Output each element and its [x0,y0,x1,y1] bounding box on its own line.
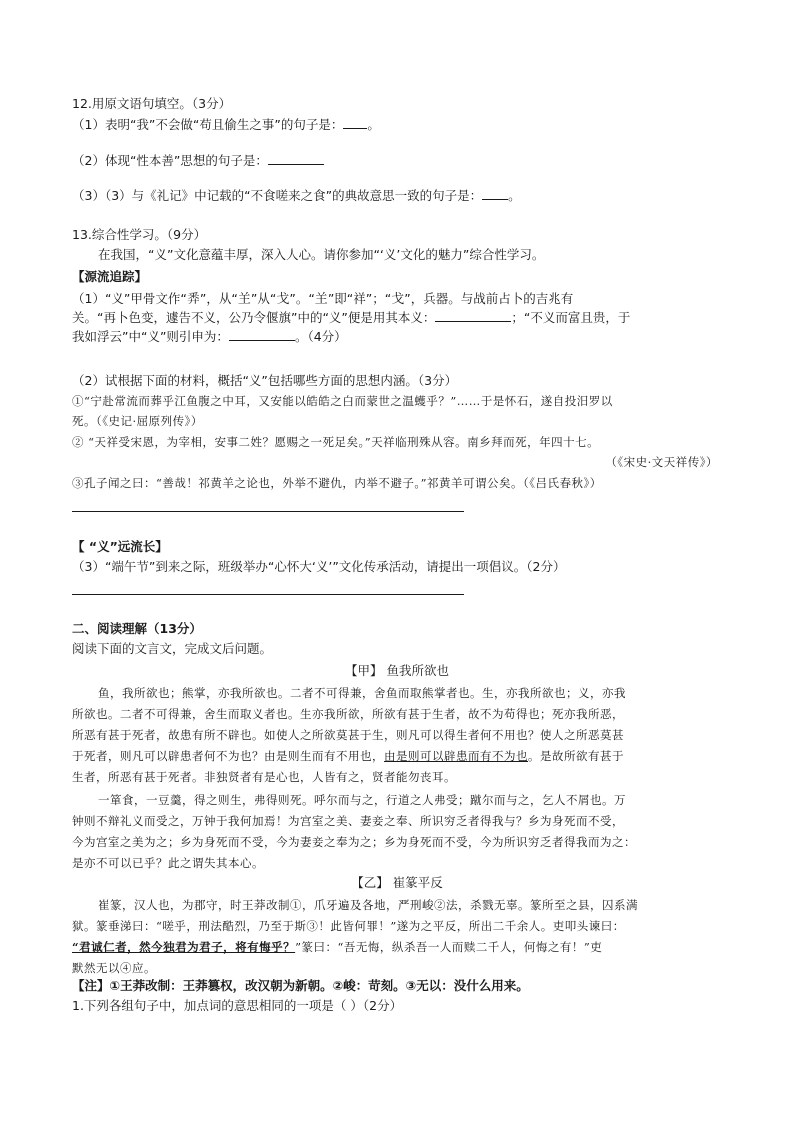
passage-yi-line: 默然无以④应。 [72,961,156,975]
q13-p1-text-c: ”从“ [250,291,277,306]
answer-blank[interactable] [435,309,511,322]
passage-yi-line: 崔篆，汉人也，为郡守，时王莽改制①，爪牙遍及各地，严刑峻②法，杀戮无辜。篆所至之县，囚系满 [98,898,638,912]
answer-blank[interactable] [229,328,295,341]
oracle-glyph-yang: 𦍌 [237,292,251,307]
passage-jia-text: 。是故所欲有甚于 [528,749,624,763]
passage-jia-line: 所欲也。二者不可得兼，舍生而取义者也。生亦我所欲，所欲有甚于生者，故不为苟得也；死亦我所恶， [72,707,624,721]
annotation-note [72,977,529,995]
q13-p2-text-b: ；“不义而富且贵，于 [511,310,631,325]
underlined-sentence: 由是则可以辟患而有不为也 [384,749,528,763]
q12-line3-end: 。 [508,188,521,203]
q12-line1-text: （1）表明“我”不会做“苟且偷生之事”的句子是： [72,117,344,132]
q13-p1-text-d: ”。“ [289,291,315,306]
q12-title: 12.用原文语句填空。（3分） [72,96,232,111]
q12-line2-text: （2）体现“性本善”思想的句子是： [72,153,268,168]
section-heritage: 【 “义”远流长】 [72,539,168,554]
q13-p1-text-f: ”，兵器。与战前占卜的吉兆有 [404,291,574,306]
passage-yi-title: 【乙】 崔篆平反 [351,875,443,890]
passage-jia-line: 一箪食，一豆羹，得之则生，弗得则死。呼尔而与之，行道之人弗受；蹴尔而与之，乞人不屑也。万 [98,793,626,807]
answer-line[interactable] [72,511,464,512]
q12-line1-end: 。 [367,117,380,132]
oracle-glyph-ge: 戈 [391,292,405,307]
q13-p1-text-b: ”，从“ [199,291,238,306]
q13-part1-line2 [72,309,630,327]
passage-jia-line: 钟则不辩礼义而受之，万钟于我何加焉！为宫室之美、妻妾之奉、所识穷乏者得我与？乡为身死而不受， [72,814,624,828]
passage-jia-text: 于死者，则凡可以辟患者何不为也？由是则生而有不用也， [72,749,384,763]
passage-yi-line [72,938,602,956]
material-2-source: （《宋史·文天祥传》） [605,455,718,469]
passage-jia-line [72,747,624,765]
passage-jia-line: 生者，所恶有甚于死者。非独贤者有是心也，人皆有之，贤者能勿丧耳。 [72,770,456,784]
part2-intro: 阅读下面的文言文，完成文后问题。 [72,641,273,656]
q13-p3-text-b: 。（4分） [294,329,347,344]
section-source-tracing: 【源流追踪】 [72,269,148,284]
material-2-line1: ② “天祥受宋恩，为宰相，安事二姓？愿赐之一死足矣。”天祥临刑殊从容。南乡拜而死，年四十七。 [72,435,600,449]
oracle-glyph-yang: 𦍌 [314,292,328,307]
material-3: ③孔子闻之曰：“善哉！祁黄羊之论也，外举不避仇，内举不避子。”祁黄羊可谓公矣。（《吕氏春秋》） [72,476,602,490]
q13-title: 13.综合性学习。（9分） [72,227,207,242]
q13-part2: （2）试根据下面的材料，概括“义”包括哪些方面的思想内涵。（3分） [72,373,458,388]
q13-part1-line3 [72,328,347,346]
passage-jia-line: 今为宫室之美为之；乡为身死而不受，今为妻妾之奉为之；乡为身死而不受，今为所识穷乏者得我而为之： [72,835,636,849]
q13-p1-text-e: ”即“祥”；“ [327,291,392,306]
material-1-line1: ①“宁赴常流而葬乎江鱼腹之中耳，又安能以皓皓之白而蒙世之温蠖乎？”……于是怀石，遂自投汨罗以 [72,394,613,408]
q12-line2 [72,152,324,170]
note-text: 【注】①王莽改制：王莽篡权，改汉朝为新朝。②峻：苛刻。③无以：没什么用来。 [72,978,529,993]
passage-jia-line: 是亦不可以已乎？此之谓失其本心。 [72,856,264,870]
part2-title: 二、阅读理解（13分） [72,621,202,636]
q12-line3-text: （3）（3）与《礼记》中记载的“不食嗟来之食”的典故意思一致的句子是： [72,188,483,203]
answer-blank[interactable] [268,152,324,165]
part2-question1: 1.下列各组句子中，加点词的意思相同的一项是（ ）（2分） [72,998,403,1013]
q13-p1-text-a: （1）“义”甲骨文作“ [72,291,187,306]
q12-line3 [72,187,521,205]
passage-yi-text: ”篆曰：“吾无悔，纵杀吾一人而赎二千人，何悔之有！”吏 [295,940,603,954]
oracle-glyph-ge: 戈 [276,292,290,307]
q13-part1-line1 [72,290,573,309]
material-1-line2: 死。（《史记·屈原列传》） [72,414,203,428]
underlined-sentence: “君诚仁者，然今独君为君子，将有悔乎？ [72,940,296,954]
q12-line1 [72,116,380,134]
answer-blank[interactable] [482,187,508,200]
q13-p2-text-a: 关。“再卜色变，遽告不义，公乃令偃旗”中的“义”便是用其本义： [72,310,436,325]
passage-jia-line: 所恶有甚于死者，故患有所不辟也。如使人之所欲莫甚于生，则凡可以得生者何不用也？使人之所恶莫甚 [72,728,624,742]
passage-jia-title: 【甲】 鱼我所欲也 [345,663,449,678]
answer-blank[interactable] [343,116,367,129]
q13-intro: 在我国，“义”文化意蕴丰厚，深入人心。请你参加“‘义’文化的魅力”综合性学习。 [98,247,545,262]
answer-line[interactable] [72,594,464,595]
q13-p3-text-a: 我如浮云”中“义”则引申为： [72,329,229,344]
passage-jia-line: 鱼，我所欲也；熊掌，亦我所欲也。二者不可得兼，舍鱼而取熊掌者也。生，亦我所欲也；义，亦我 [98,686,626,700]
passage-yi-line: 狱。篆垂涕曰：“嗟乎，刑法酷烈，乃至于斯③！此皆何罪！”遂为之平反，所出二千余人。吏叩头谏曰： [72,919,625,933]
q13-part3: （3）“端午节”到来之际，班级举办“心怀大‘义’”文化传承活动，请提出一项倡议。（2分） [72,559,566,574]
oracle-glyph-yi: 𢍏 [186,292,200,307]
